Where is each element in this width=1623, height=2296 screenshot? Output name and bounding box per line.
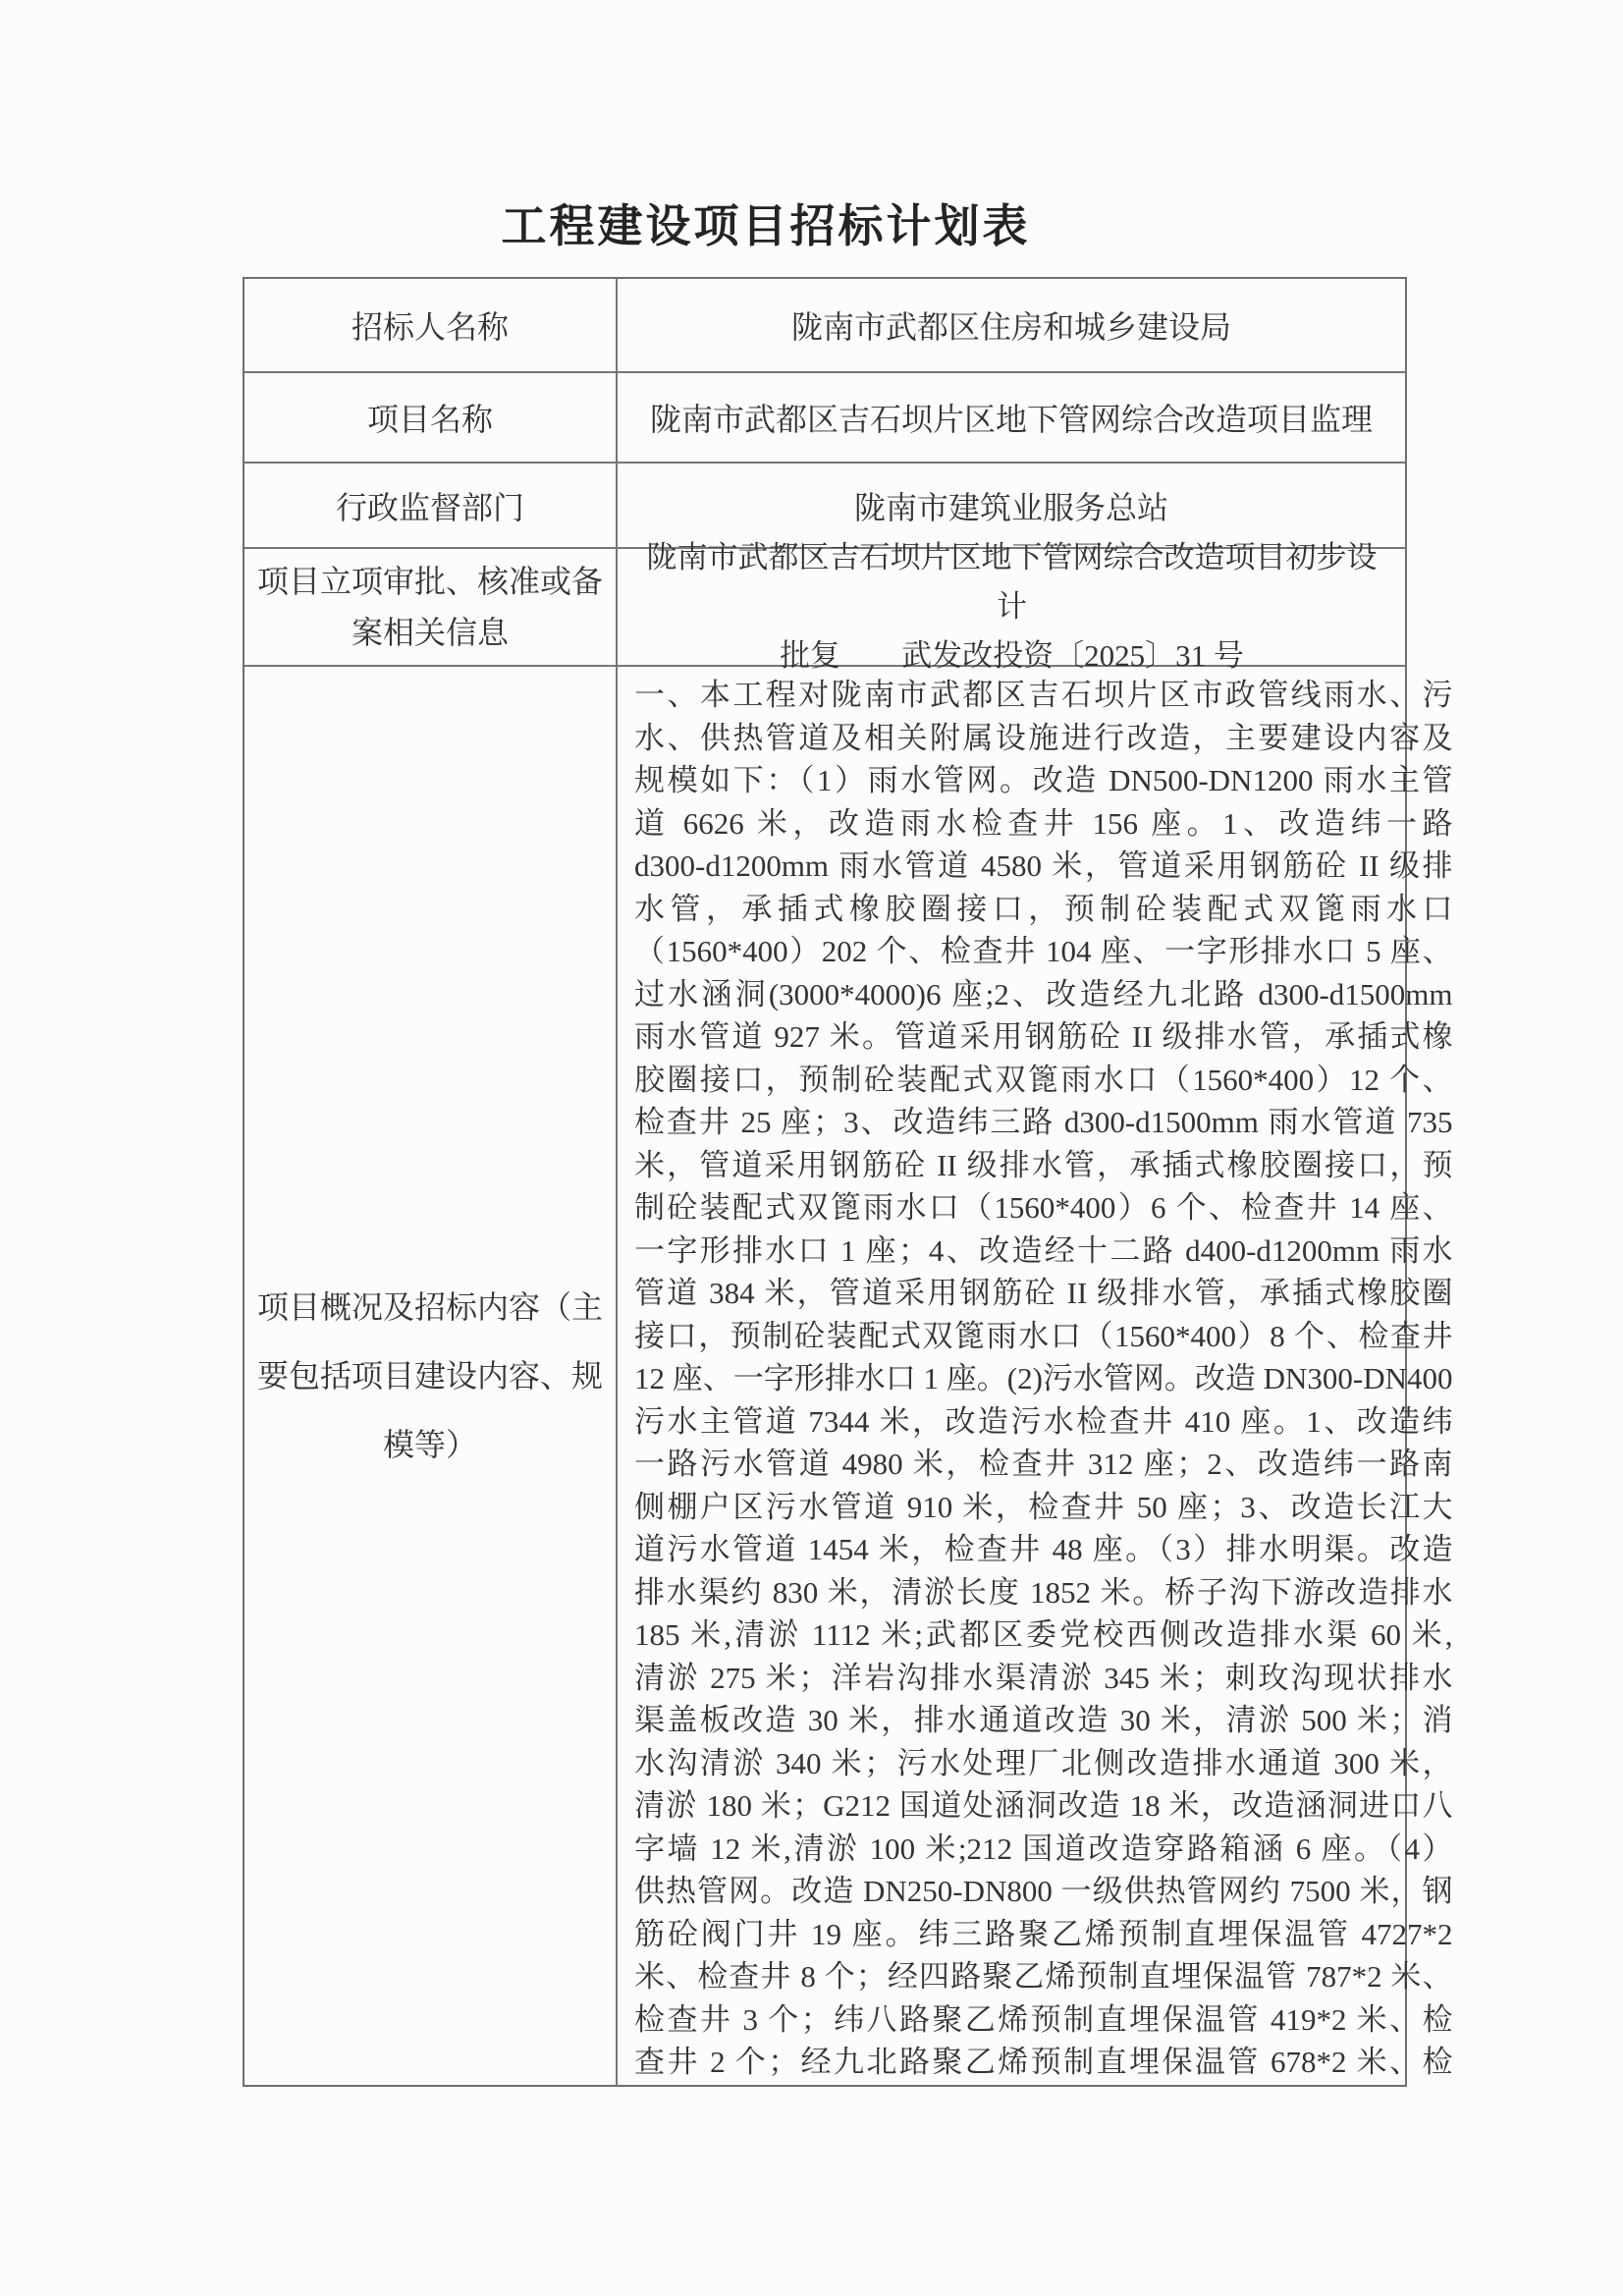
text-line: 一、本工程对陇南市武都区吉石坝片区市政管线雨水、污 <box>634 678 1453 712</box>
project-overview-value <box>618 667 1469 2085</box>
supervision-department-value: 陇南市建筑业服务总站 <box>853 489 1168 525</box>
text-line: 水、供热管道及相关附属设施进行改造，主要建设内容及 <box>634 720 1453 755</box>
text-line: 排水渠约 830 米，清淤长度 1852 米。桥子沟下游改造排水 <box>634 1574 1453 1610</box>
table-row-project-name <box>244 371 1405 462</box>
approval-info-value <box>618 540 1405 673</box>
text-line: 渠盖板改造 30 米，排水通道改造 30 米，清淤 500 米；消 <box>634 1703 1453 1737</box>
text-line: （1560*400）202 个、检查井 104 座、一字形排水口 5 座、 <box>634 934 1453 968</box>
text-line: 管道 384 米，管道采用钢筋砼 II 级排水管，承插式橡胶圈 <box>634 1276 1453 1310</box>
text-line: 米，管道采用钢筋砼 II 级排水管，承插式橡胶圈接口，预 <box>634 1147 1453 1182</box>
tenderer-name-label: 招标人名称 <box>244 279 618 371</box>
text-line: 水管，承插式橡胶圈接口，预制砼装配式双篦雨水口 <box>634 891 1453 926</box>
text-line: 清淤 180 米；G212 国道处涵洞改造 18 米，改造涵洞进口八 <box>634 1788 1453 1823</box>
text-line: 过水涵洞(3000*4000)6 座;2、改造经九北路 d300-d1500mm <box>634 976 1453 1011</box>
text-line: 接口，预制砼装配式双篦雨水口（1560*400）8 个、检查井 <box>634 1318 1453 1353</box>
text-line: 规模如下：（1）雨水管网。改造 DN500-DN1200 雨水主管 <box>634 763 1453 797</box>
text-line: 检查井 25 座；3、改造纬三路 d300-d1500mm 雨水管道 735 <box>634 1105 1453 1139</box>
text-line: 字墙 12 米,清淤 100 米;212 国道改造穿路箱涵 6 座。（4） <box>634 1831 1453 1866</box>
bidding-plan-table <box>243 277 1453 2087</box>
text-line: 雨水管道 927 米。管道采用钢筋砼 II 级排水管，承插式橡 <box>634 1019 1453 1054</box>
text-line: 道污水管道 1454 米，检查井 48 座。（3）排水明渠。改造 <box>634 1532 1453 1566</box>
text-line: 185 米,清淤 1112 米;武都区委党校西侧改造排水渠 60 米, <box>634 1617 1453 1652</box>
text-line: 道 6626 米，改造雨水检查井 156 座。1、改造纬一路 <box>634 805 1453 841</box>
text-line: 制砼装配式双篦雨水口（1560*400）6 个、检查井 14 座、 <box>634 1190 1453 1225</box>
text-line: 批复 武发改投资〔2025〕31 号 <box>780 638 1244 673</box>
text-line: 清淤 275 米；洋岩沟排水渠清淤 345 米；刺玫沟现状排水 <box>634 1660 1453 1695</box>
approval-info-label: 项目立项审批、核准或备案相关信息 <box>244 549 618 665</box>
table-row-project-overview <box>244 665 1453 2085</box>
text-line: d300-d1200mm 雨水管道 4580 米，管道采用钢筋砼 II 级排 <box>634 848 1453 883</box>
text-line: 水沟清淤 340 米；污水处理厂北侧改造排水通道 300 米， <box>634 1745 1453 1780</box>
table-row-tenderer-name <box>244 279 1405 371</box>
table-row-approval-info <box>244 540 1405 673</box>
text-line: 陇南市武都区吉石坝片区地下管网综合改造项目初步设计 <box>646 540 1378 624</box>
project-overview-label: 项目概况及招标内容（主要包括项目建设内容、规模等） <box>244 667 618 2085</box>
text-line: 筋砼阀门井 19 座。纬三路聚乙烯预制直埋保温管 4727*2 <box>634 1916 1453 1951</box>
project-name-value: 陇南市武都区吉石坝片区地下管网综合改造项目监理 <box>649 402 1373 437</box>
text-line: 12 座、一字形排水口 1 座。(2)污水管网。改造 DN300-DN400 <box>634 1361 1453 1395</box>
project-name-label: 项目名称 <box>244 373 618 462</box>
supervision-department-label: 行政监督部门 <box>244 464 618 547</box>
text-line: 检查井 3 个；纬八路聚乙烯预制直埋保温管 419*2 米、检 <box>634 2001 1453 2037</box>
text-line: 米、检查井 8 个；经四路聚乙烯预制直埋保温管 787*2 米、 <box>634 1959 1453 1994</box>
tenderer-name-value: 陇南市武都区住房和城乡建设局 <box>790 309 1231 345</box>
text-line: 胶圈接口，预制砼装配式双篦雨水口（1560*400）12 个、 <box>634 1062 1453 1097</box>
page-title: 工程建设项目招标计划表 <box>501 201 1031 251</box>
text-line: 污水主管道 7344 米，改造污水检查井 410 座。1、改造纬 <box>634 1403 1453 1439</box>
text-line: 一路污水管道 4980 米，检查井 312 座；2、改造纬一路南 <box>634 1447 1453 1481</box>
text-line: 侧棚户区污水管道 910 米，检查井 50 座；3、改造长江大 <box>634 1489 1453 1524</box>
text-line: 供热管网。改造 DN250-DN800 一级供热管网约 7500 米，钢 <box>634 1874 1453 1908</box>
text-line: 一字形排水口 1 座；4、改造经十二路 d400-d1200mm 雨水 <box>634 1232 1453 1268</box>
text-line: 查井 2 个；经九北路聚乙烯预制直埋保温管 678*2 米、检 <box>634 2045 1453 2079</box>
